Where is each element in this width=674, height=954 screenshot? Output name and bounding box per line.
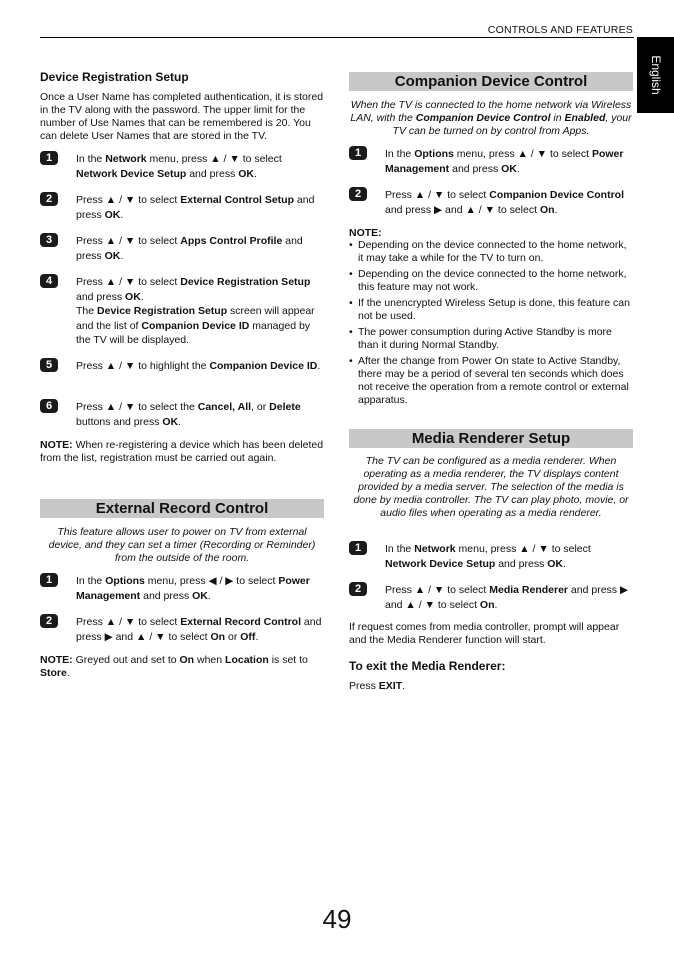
companion-device-intro: [349, 99, 633, 138]
text-run: is set to: [268, 654, 308, 666]
step-number-badge: 1: [40, 573, 58, 587]
emphasis-text: Power Management: [385, 148, 624, 175]
emphasis-text: Companion Device ID: [141, 319, 250, 332]
text-run: and press: [76, 194, 315, 221]
step-number-badge: 4: [40, 274, 58, 288]
text-run: and press: [76, 235, 303, 262]
note-text: When re-registering a device which has been deleted from the list, registration must be carried out again.: [40, 439, 324, 464]
device-registration-note: [40, 439, 324, 465]
step-text: [76, 615, 324, 644]
external-record-note: [40, 654, 324, 680]
step-item: [40, 574, 324, 603]
text-run: menu, press ▲ / ▼ to select: [453, 148, 592, 160]
companion-notes: [349, 227, 633, 410]
text-run: .: [516, 162, 520, 175]
emphasis-text: EXIT: [378, 680, 403, 692]
step-text: [385, 542, 633, 571]
step-number-badge: 2: [40, 614, 58, 628]
text-run: and press ▶ and ▲ / ▼ to select: [76, 616, 322, 643]
text-run: and press: [186, 167, 239, 180]
external-record-intro: This feature allows user to power on TV from external device, and they can set a timer (Recording or Reminder) from the outside of the room.: [48, 526, 316, 564]
emphasis-text: Apps Control Profile: [180, 235, 283, 247]
emphasis-text: On: [210, 630, 226, 643]
text-run: In the: [385, 148, 415, 160]
emphasis-text: OK: [192, 589, 208, 602]
text-run: In the: [76, 575, 106, 587]
emphasis-text: Device Registration Setup: [180, 276, 311, 288]
note-item: • The power consumption during Active Standby is more than it during Normal Standby.: [349, 326, 633, 352]
text-run: or: [225, 630, 241, 643]
text-run: and press: [495, 557, 548, 570]
exit-renderer-text: [349, 680, 633, 693]
text-run: Press ▲ / ▼ to select: [76, 276, 181, 288]
text-run: and press: [140, 589, 193, 602]
text-run: and press: [76, 290, 126, 303]
text-run: menu, press ◀ / ▶ to select: [144, 575, 279, 587]
text-run: menu, press ▲ / ▼ to select: [455, 543, 591, 555]
external-record-title: External Record Control: [40, 499, 324, 518]
text-run: Press ▲ / ▼ to select the: [76, 401, 198, 413]
step-item: [40, 234, 324, 263]
note-item: • Depending on the device connected to the home network, it may take a while for the TV to turn on.: [349, 239, 633, 265]
step-text: [385, 147, 633, 176]
step-number-badge: 1: [40, 151, 58, 165]
text-run: In the: [385, 543, 415, 555]
step-item: [349, 583, 633, 612]
text-run: .: [563, 557, 566, 570]
note-label: NOTE:: [40, 439, 73, 451]
text-run: Press ▲ / ▼ to highlight the: [76, 360, 210, 372]
text-run: .: [140, 290, 144, 303]
language-tab: [637, 37, 674, 113]
emphasis-text: OK: [104, 249, 121, 262]
text-run: .: [254, 167, 257, 180]
text-run: and press ▶ and ▲ / ▼ to select: [385, 203, 540, 216]
emphasis-text: Media Renderer: [489, 584, 569, 596]
text-run: .: [178, 415, 182, 428]
step-text: [76, 359, 324, 374]
emphasis-text: Companion Device Control: [415, 112, 551, 124]
text-run: In the: [76, 153, 106, 165]
emphasis-text: Companion Device ID: [209, 360, 318, 372]
emphasis-text: Off: [240, 630, 256, 643]
text-run: .: [120, 208, 124, 221]
emphasis-text: Store: [40, 667, 67, 679]
text-run: .: [255, 630, 259, 643]
emphasis-text: Network Device Setup: [385, 557, 496, 570]
step-number-badge: 2: [349, 187, 367, 201]
emphasis-text: Options: [414, 148, 454, 160]
emphasis-text: OK: [238, 167, 254, 180]
emphasis-text: Options: [105, 575, 145, 587]
text-run: when: [194, 654, 226, 666]
step-number-badge: 2: [349, 582, 367, 596]
text-run: and press: [449, 162, 502, 175]
emphasis-text: Companion Device Control: [489, 189, 624, 201]
step-number-badge: 6: [40, 399, 58, 413]
emphasis-text: OK: [125, 290, 141, 303]
text-run: .: [317, 360, 321, 372]
emphasis-text: Power Management: [76, 575, 310, 602]
note-label: NOTE:: [349, 227, 382, 239]
emphasis-text: Network: [414, 543, 456, 555]
text-run: .: [554, 203, 558, 216]
text-run: Press: [349, 680, 379, 692]
text-run: Press ▲ / ▼ to select: [76, 194, 181, 206]
step-text: [76, 275, 324, 348]
step-text: [76, 152, 324, 181]
step-number-badge: 3: [40, 233, 58, 247]
exit-renderer-heading: To exit the Media Renderer:: [349, 659, 506, 673]
emphasis-text: OK: [104, 208, 121, 221]
text-run: The: [76, 305, 95, 317]
text-run: Press ▲ / ▼ to select: [76, 616, 181, 628]
media-renderer-after-text: If request comes from media controller, prompt will appear and the Media Renderer function will start.: [349, 621, 620, 646]
text-run: , or: [251, 401, 270, 413]
emphasis-text: On: [539, 203, 555, 216]
text-run: menu, press ▲ / ▼ to select: [146, 153, 282, 165]
step-text: [76, 574, 324, 603]
text-run: in: [550, 112, 565, 124]
emphasis-text: OK: [547, 557, 563, 570]
note-item: • If the unencrypted Wireless Setup is done, this feature can not be used.: [349, 297, 633, 323]
text-run: .: [402, 680, 406, 692]
language-tab-label: English: [648, 55, 663, 95]
emphasis-text: Network: [105, 153, 147, 165]
step-item: [349, 542, 633, 571]
step-item: [349, 147, 633, 176]
text-run: , your TV can be turned on by control from Apps.: [392, 112, 632, 137]
text-run: Press ▲ / ▼ to select: [76, 235, 181, 247]
step-item: [40, 359, 324, 374]
text-run: .: [66, 667, 70, 679]
emphasis-text: Location: [225, 654, 269, 666]
emphasis-text: On: [179, 654, 195, 666]
media-renderer-title: Media Renderer Setup: [349, 429, 633, 448]
step-item: [40, 615, 324, 644]
emphasis-text: OK: [162, 415, 179, 428]
step-text: [76, 400, 324, 429]
text-run: managed by the TV will be displayed.: [76, 319, 311, 346]
text-run: Greyed out and set to: [72, 654, 180, 666]
step-item: [40, 400, 324, 429]
text-run: buttons and press: [76, 415, 163, 428]
step-item: [40, 152, 324, 181]
text-run: .: [207, 589, 211, 602]
step-item: [349, 188, 633, 217]
step-text: [76, 234, 324, 263]
header-rule: [40, 37, 634, 38]
emphasis-text: External Record Control: [180, 616, 302, 628]
step-item: [40, 275, 324, 348]
step-number-badge: 5: [40, 358, 58, 372]
text-run: Press ▲ / ▼ to select: [385, 189, 490, 201]
step-item: [40, 193, 324, 222]
emphasis-text: Delete: [269, 401, 301, 413]
page-number: 49: [322, 904, 352, 934]
device-registration-heading: Device Registration Setup: [40, 70, 189, 84]
emphasis-text: NOTE:: [40, 654, 73, 666]
step-text: [385, 188, 633, 217]
note-item: • Depending on the device connected to the home network, this feature may not work.: [349, 268, 633, 294]
header-title: CONTROLS AND FEATURES: [487, 24, 633, 36]
emphasis-text: On: [479, 598, 495, 611]
device-registration-intro: Once a User Name has completed authentication, it is stored in the TV along with the password. The upper limit for the number of Use Names that can be remembered is 20. You can delete User Names that are stored in the TV.: [40, 91, 324, 142]
notes-list: [349, 239, 633, 407]
companion-device-title: Companion Device Control: [349, 72, 633, 91]
emphasis-text: Enabled: [564, 112, 606, 124]
text-run: Press ▲ / ▼ to select: [385, 584, 490, 596]
text-run: .: [120, 249, 124, 262]
step-number-badge: 2: [40, 192, 58, 206]
note-item: • After the change from Power On state to Active Standby, there may be a period of several ten seconds which does not receive the operation from a remote control or external apparatus.: [349, 355, 633, 407]
step-number-badge: 1: [349, 146, 367, 160]
text-run: .: [494, 598, 498, 611]
emphasis-text: OK: [501, 162, 517, 175]
emphasis-text: External Control Setup: [180, 194, 294, 206]
emphasis-text: Device Registration Setup: [97, 305, 228, 317]
emphasis-text: Cancel, All: [197, 401, 252, 413]
emphasis-text: Network Device Setup: [76, 167, 187, 180]
text-run: and press ▶ and ▲ / ▼ to select: [385, 584, 629, 611]
text-run: When the TV is connected to the home network via Wireless LAN, with the: [350, 99, 632, 124]
text-run: screen will appear and the list of: [76, 305, 315, 332]
step-number-badge: 1: [349, 541, 367, 555]
step-text: [76, 193, 324, 222]
step-text: [385, 583, 633, 612]
media-renderer-intro: The TV can be configured as a media renderer. When operating as a media renderer, the TV displays content provided by a media server. The selection of the media is done by media controller. The TV can play photo, movie, or audio files when operating as a media renderer.: [353, 455, 629, 519]
